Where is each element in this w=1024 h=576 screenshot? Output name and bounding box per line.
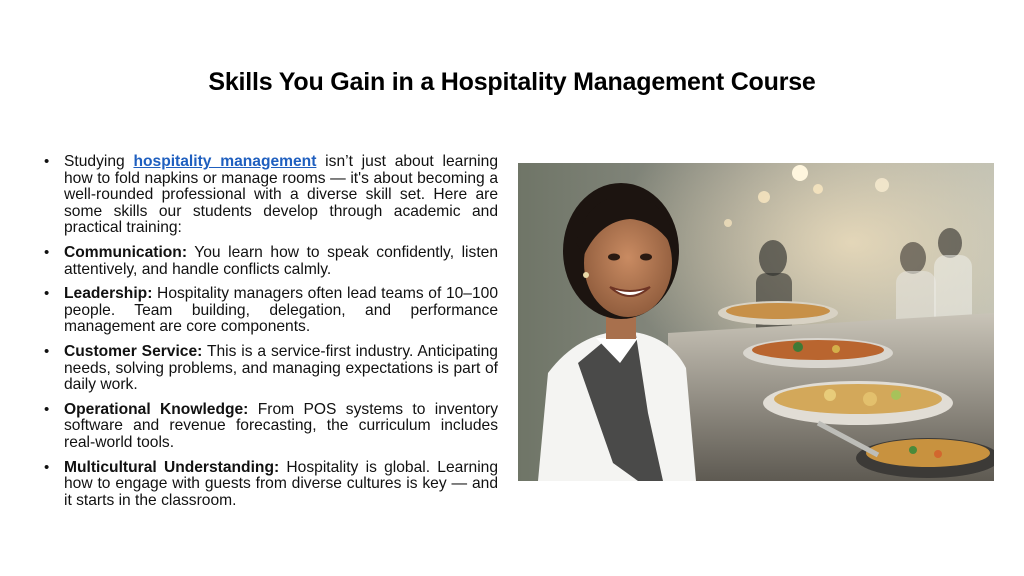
bullet-term: Multicultural Understanding:	[64, 458, 280, 476]
slide-title: Skills You Gain in a Hospitality Management Course	[208, 68, 816, 96]
intro-bullet	[44, 154, 498, 237]
intro-text-after: isn’t just about learning how to fold napkins or manage rooms — it's about becoming a well-rounded professional with a diverse skill set. Here are some skills our students develop through academic and practical training:	[64, 153, 498, 237]
intro-text-before: Studying	[64, 153, 134, 170]
bullet-dot: •	[44, 153, 50, 170]
bullet-dot: •	[44, 243, 50, 261]
bullet-term: Customer Service:	[64, 342, 203, 360]
bullet-text: You learn how to speak confidently, listen attentively, and handle conflicts calmly.	[64, 243, 498, 278]
bullet-operational-knowledge	[44, 402, 498, 452]
bullet-dot: •	[44, 285, 50, 303]
bullet-text: This is a service-first industry. Anticipating needs, solving problems, and managing expectations is part of daily work.	[64, 342, 498, 394]
chef-buffet-photo	[518, 163, 994, 481]
bullet-term: Leadership:	[64, 285, 153, 303]
bullet-dot: •	[44, 400, 50, 418]
bullet-customer-service	[44, 344, 498, 394]
bullet-text: Hospitality is global. Learning how to engage with guests from diverse cultures is key — and it starts in the classroom.	[64, 458, 498, 509]
bullet-multicultural-understanding	[44, 460, 498, 510]
bullet-text: From POS systems to inventory software and revenue forecasting, the curriculum includes real-world tools.	[64, 400, 499, 451]
bullet-dot: •	[44, 458, 50, 476]
bullet-term: Communication:	[64, 243, 188, 261]
hospitality-management-link[interactable]: hospitality management	[133, 153, 317, 170]
bullet-term: Operational Knowledge:	[64, 400, 249, 418]
bullet-leadership	[44, 286, 498, 336]
bullet-text: Hospitality managers often lead teams of 10–100 people. Team building, delegation, and performance management are core components.	[64, 285, 498, 336]
bullet-dot: •	[44, 342, 50, 360]
skills-bullet-list	[44, 154, 498, 517]
bullet-communication	[44, 245, 498, 278]
smiling-chef-buffet-photo-icon	[518, 163, 994, 481]
